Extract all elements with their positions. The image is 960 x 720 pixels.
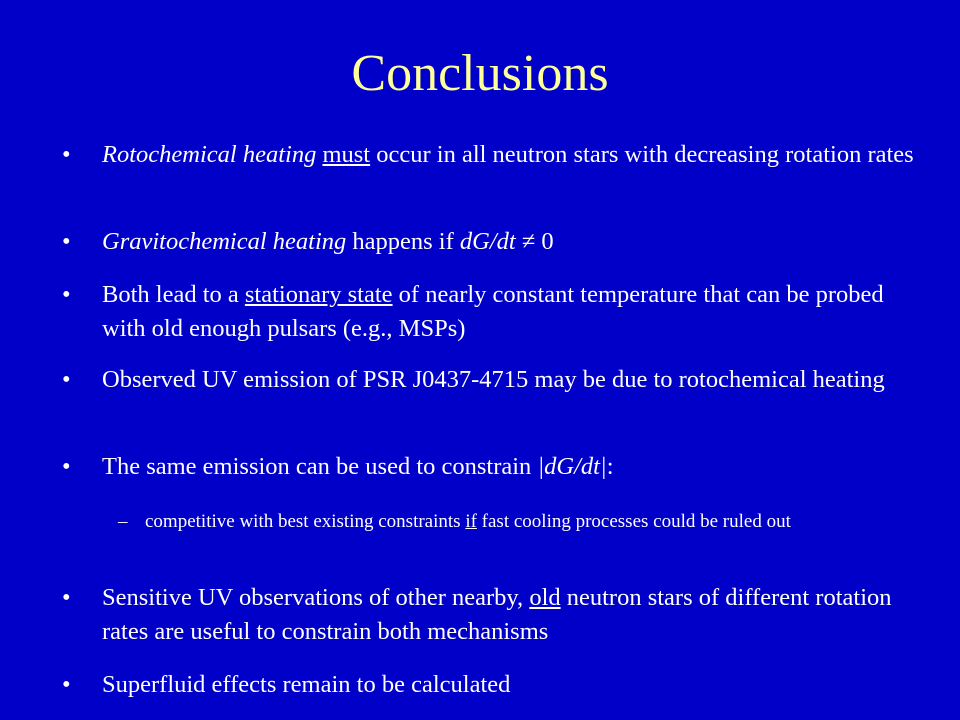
bullet-text-pre: Both lead to a bbox=[102, 281, 239, 308]
bullet-gravitochemical-heating bbox=[62, 225, 922, 259]
bullet-text-pre: Sensitive UV observations of other nearby, bbox=[102, 584, 524, 611]
bullet-stationary-state bbox=[62, 278, 922, 346]
emphasis-old: old bbox=[529, 584, 561, 611]
term-rotochemical-heating: Rotochemical heating bbox=[102, 141, 317, 168]
bullet-marker: • bbox=[62, 281, 71, 308]
sub-bullet-text bbox=[145, 510, 898, 534]
emphasis-must: must bbox=[322, 141, 371, 168]
bullet-sensitive-uv-observations bbox=[62, 581, 922, 649]
bullet-text-rest: neutron stars of different rotation rates are useful to constrain both mechanisms bbox=[102, 584, 892, 645]
bullet-marker: • bbox=[62, 584, 71, 611]
bullet-text bbox=[102, 450, 922, 484]
bullet-text: Observed UV emission of PSR J0437-4715 may be due to rotochemical heating bbox=[102, 366, 885, 393]
bullet-marker: • bbox=[62, 671, 71, 698]
emphasis-if: if bbox=[465, 511, 477, 532]
bullet-text-rest: of nearly constant temperature that can be probed with old enough pulsars (e.g., MSPs) bbox=[102, 281, 884, 342]
zero-value: 0 bbox=[541, 228, 554, 255]
emphasis-stationary-state: stationary state bbox=[244, 281, 393, 308]
bullet-text: Superfluid effects remain to be calculated bbox=[102, 671, 511, 698]
bullet-text-pre: The same emission can be used to constrain bbox=[102, 453, 532, 480]
bullet-superfluid-effects bbox=[62, 668, 922, 702]
slide-title: Conclusions bbox=[351, 45, 609, 102]
bullet-text-mid: happens if bbox=[352, 228, 454, 255]
bullet-rotochemical-heating bbox=[62, 138, 922, 172]
expression-dg-dt: dG/dt bbox=[459, 228, 516, 255]
bullet-observed-uv-emission bbox=[62, 363, 922, 397]
sub-bullet-text-rest: fast cooling processes could be ruled out bbox=[481, 511, 791, 532]
bullet-marker: • bbox=[62, 141, 71, 168]
bullet-text bbox=[102, 225, 922, 259]
bullet-text-colon: : bbox=[606, 453, 614, 480]
bullet-text bbox=[102, 278, 922, 346]
sub-bullet-text-pre: competitive with best existing constraints bbox=[145, 511, 461, 532]
bullet-marker: • bbox=[62, 366, 71, 393]
sub-bullet-competitive bbox=[118, 510, 898, 534]
bullet-text bbox=[102, 138, 922, 172]
bullet-marker: • bbox=[62, 453, 71, 480]
term-gravitochemical-heating: Gravitochemical heating bbox=[102, 228, 347, 255]
sub-bullet-marker: – bbox=[118, 511, 128, 532]
bullet-text bbox=[102, 581, 922, 649]
not-equal-symbol: ≠ bbox=[521, 228, 536, 255]
bullet-constrain-dg-dt bbox=[62, 450, 922, 484]
bullet-text-rest: occur in all neutron stars with decreasing rotation rates bbox=[376, 141, 914, 168]
expression-abs-dg-dt: |dG/dt| bbox=[537, 453, 607, 480]
bullet-marker: • bbox=[62, 228, 71, 255]
